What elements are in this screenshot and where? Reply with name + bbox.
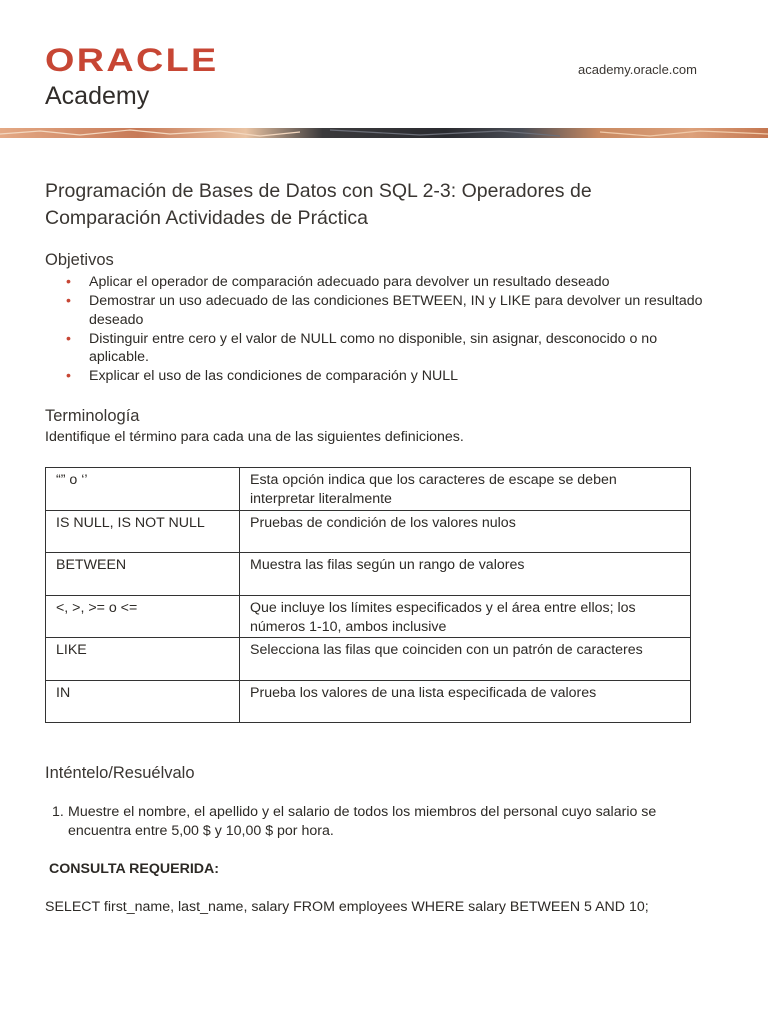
table-row: [46, 638, 691, 681]
logo-wordmark: ORACLE: [45, 42, 219, 78]
exercise-number: 1.: [52, 804, 64, 820]
site-url: academy.oracle.com: [578, 62, 697, 77]
definition-cell: Prueba los valores de una lista especificada de valores: [240, 680, 691, 723]
sql-query: SELECT first_name, last_name, salary FROM employees WHERE salary BETWEEN 5 AND 10;: [45, 899, 649, 915]
exercise-list: [52, 803, 702, 841]
terminology-heading: Terminología: [45, 407, 140, 425]
objective-item: • Aplicar el operador de comparación adecuado para devolver un resultado deseado: [66, 273, 706, 292]
definition-cell: Selecciona las filas que coinciden con un patrón de caracteres: [240, 638, 691, 681]
term-cell: IN: [46, 680, 240, 723]
terminology-intro: Identifique el término para cada una de las siguientes definiciones.: [45, 429, 464, 445]
table-row: [46, 510, 691, 553]
objectives-heading: Objetivos: [45, 251, 114, 269]
term-cell: <, >, >= o <=: [46, 595, 240, 638]
terminology-table: [45, 467, 691, 723]
objective-item: • Demostrar un uso adecuado de las condiciones BETWEEN, IN y LIKE para devolver un resultado deseado: [66, 292, 706, 329]
table-row: [46, 553, 691, 596]
objective-item: • Explicar el uso de las condiciones de comparación y NULL: [66, 367, 706, 386]
page-title: Programación de Bases de Datos con SQL 2-3: Operadores de Comparación Actividades de Práctica: [45, 180, 592, 229]
oracle-academy-logo: [45, 42, 219, 110]
objective-item: • Distinguir entre cero y el valor de NULL como no disponible, sin asignar, desconocido o no aplicable.: [66, 330, 706, 367]
table-row: [46, 468, 691, 511]
logo-subtitle: Academy: [45, 82, 150, 110]
definition-cell: Pruebas de condición de los valores nulos: [240, 510, 691, 553]
practice-heading: Inténtelo/Resuélvalo: [45, 764, 195, 782]
term-cell: IS NULL, IS NOT NULL: [46, 510, 240, 553]
exercise-item: [52, 803, 702, 841]
table-row: [46, 680, 691, 723]
table-row: [46, 595, 691, 638]
definition-cell: Esta opción indica que los caracteres de escape se deben interpretar literalmente: [240, 468, 691, 511]
decorative-header-band: [0, 128, 768, 138]
term-cell: LIKE: [46, 638, 240, 681]
required-query-label: CONSULTA REQUERIDA:: [49, 861, 219, 877]
term-cell: BETWEEN: [46, 553, 240, 596]
definition-cell: Que incluye los límites especificados y el área entre ellos; los números 1-10, ambos inclusive: [240, 595, 691, 638]
definition-cell: Muestra las filas según un rango de valores: [240, 553, 691, 596]
exercise-text: Muestre el nombre, el apellido y el salario de todos los miembros del personal cuyo salario se encuentra entre 5,00 $ y 10,00 $ por hora.: [68, 804, 657, 839]
objectives-list: [66, 273, 706, 386]
term-cell: “” o ‘’: [46, 468, 240, 511]
